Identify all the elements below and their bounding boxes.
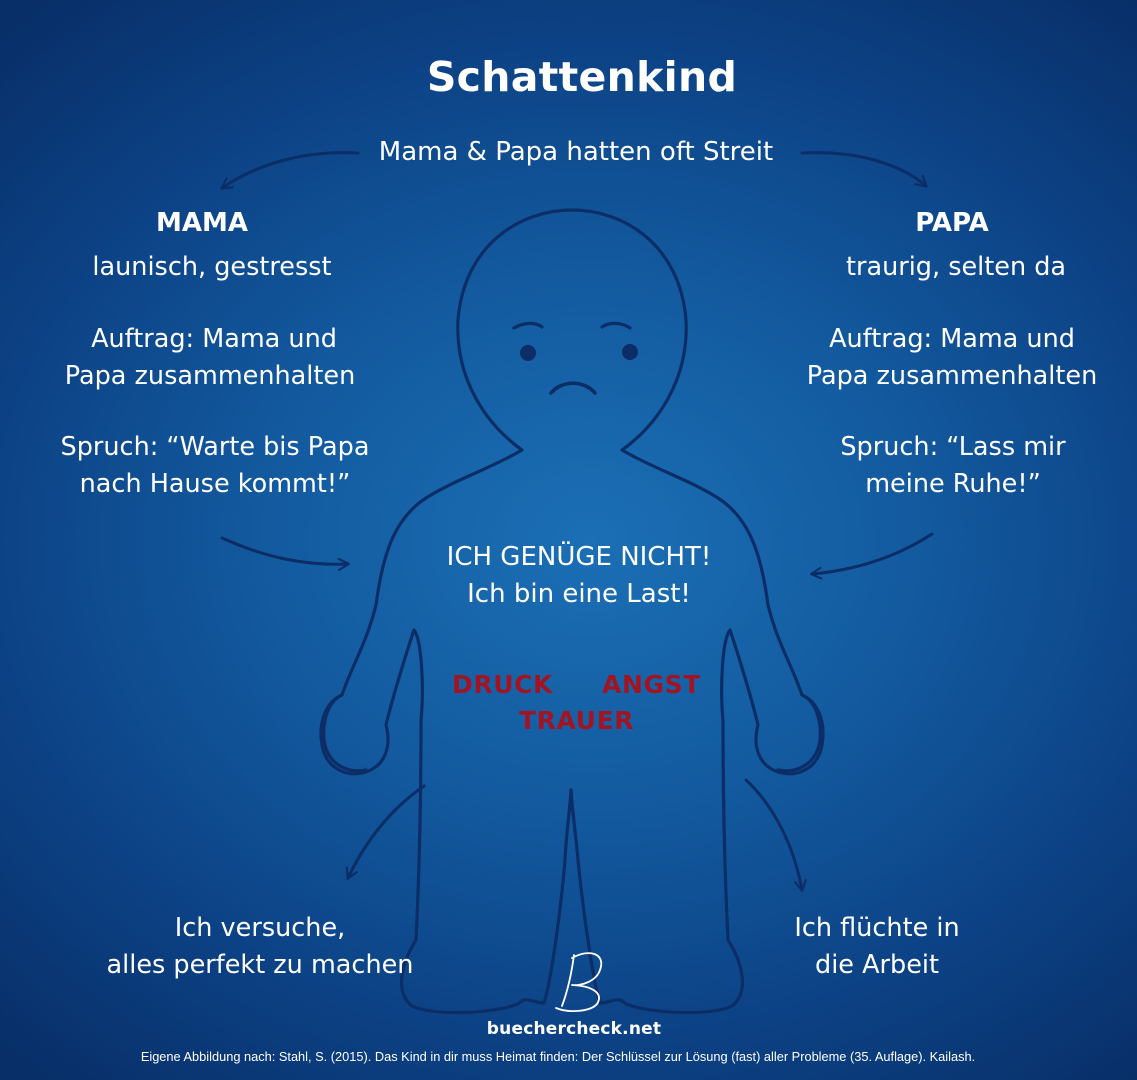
- papa-task-line1: Auftrag: Mama und: [829, 324, 1075, 354]
- emotion-sadness: TRAUER: [519, 706, 635, 735]
- mama-trait: launisch, gestresst: [92, 252, 332, 282]
- mama-saying-line2: nach Hause kommt!”: [79, 469, 351, 499]
- left-hand-outline: [324, 695, 366, 771]
- papa-task-line2: Papa zusammenhalten: [806, 361, 1098, 391]
- arrow-child-to-work: [746, 780, 802, 890]
- mama-heading: MAMA: [156, 208, 248, 238]
- coping-right-line1: Ich flüchte in: [794, 913, 960, 943]
- right-eye: [622, 344, 638, 360]
- emotion-pressure: DRUCK: [452, 670, 554, 699]
- papa-saying-line2: meine Ruhe!”: [865, 469, 1041, 499]
- left-eyebrow: [514, 323, 542, 328]
- mama-task-line1: Auftrag: Mama und: [91, 324, 337, 354]
- child-belief-line1: ICH GENÜGE NICHT!: [446, 542, 712, 572]
- child-belief-line2: Ich bin eine Last!: [467, 579, 691, 609]
- diagram-title: Schattenkind: [426, 53, 738, 101]
- coping-right-line2: die Arbeit: [815, 950, 939, 980]
- coping-left-line1: Ich versuche,: [174, 913, 346, 943]
- sad-mouth: [551, 383, 595, 393]
- brand-site: buechercheck.net: [486, 1019, 662, 1039]
- arrow-child-to-perfection: [348, 786, 424, 878]
- papa-saying-line1: Spruch: “Lass mir: [840, 432, 1066, 462]
- source-note: Eigene Abbildung nach: Stahl, S. (2015). Das Kind in dir muss Heimat finden: Der Schlüssel zur Lösung (fast) aller Probleme (35. Auflage). Kailash.: [140, 1049, 976, 1064]
- emotion-fear: ANGST: [602, 670, 701, 699]
- papa-trait: traurig, selten da: [845, 252, 1067, 282]
- right-eyebrow: [602, 323, 630, 328]
- mama-saying-line1: Spruch: “Warte bis Papa: [60, 432, 370, 462]
- mama-task-line2: Papa zusammenhalten: [64, 361, 356, 391]
- right-hand-outline: [778, 695, 820, 771]
- parents-conflict-label: Mama & Papa hatten oft Streit: [378, 137, 774, 167]
- papa-heading: PAPA: [915, 208, 989, 238]
- left-eye: [520, 345, 536, 361]
- coping-left-line2: alles perfekt zu machen: [106, 950, 414, 980]
